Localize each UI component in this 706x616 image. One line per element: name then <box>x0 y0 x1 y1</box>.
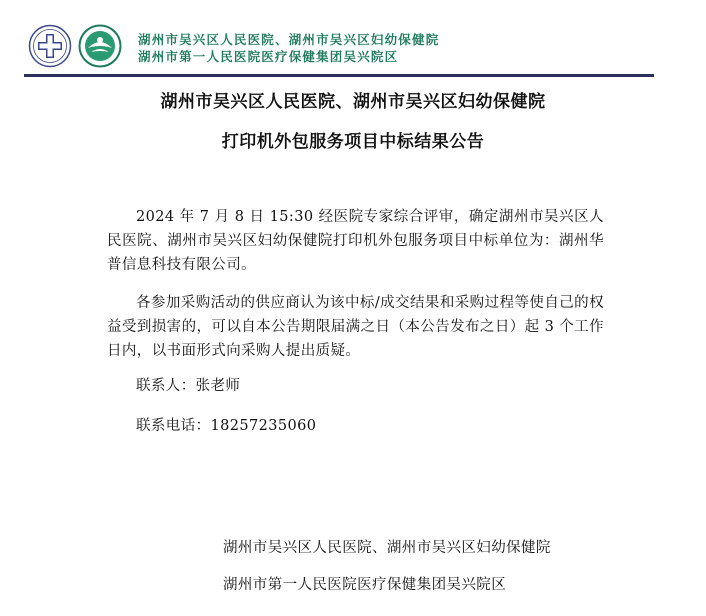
page-subtitle: 打印机外包服务项目中标结果公告 <box>221 132 485 152</box>
signature-line-2: 湖州市第一人民医院医疗保健集团吴兴院区 <box>223 577 507 593</box>
announcement-paragraph-1: 2024 年 7 月 8 日 15:30 经医院专家综合评审，确定湖州市吴兴区人民医院、湖州市吴兴区妇幼保健院打印机外包服务项目中标单位为：湖州华普信息科技有限公司。 <box>107 209 604 273</box>
signature-line-1: 湖州市吴兴区人民医院、湖州市吴兴区妇幼保健院 <box>223 540 551 556</box>
contact-person: 联系人：张老师 <box>136 378 241 394</box>
letterhead <box>28 20 658 76</box>
hospital-cross-emblem-icon <box>28 24 72 68</box>
announcement-paragraph-2: 各参加采购活动的供应商认为该中标/成交结果和采购过程等使自己的权益受到损害的，可以自本公告期限届满之日（本公告发布之日）起 3 个工作日内，以书面形式向采购人提出质疑。 <box>107 295 604 359</box>
letterhead-line-1: 湖州市吴兴区人民医院、湖州市吴兴区妇幼保健院 <box>138 32 440 47</box>
header-divider <box>24 74 654 77</box>
letterhead-line-2: 湖州市第一人民医院医疗保健集团吴兴院区 <box>138 49 399 64</box>
contact-phone: 联系电话：18257235060 <box>136 418 317 434</box>
maternal-child-emblem-icon <box>78 24 122 68</box>
page-title: 湖州市吴兴区人民医院、湖州市吴兴区妇幼保健院 <box>160 92 546 112</box>
